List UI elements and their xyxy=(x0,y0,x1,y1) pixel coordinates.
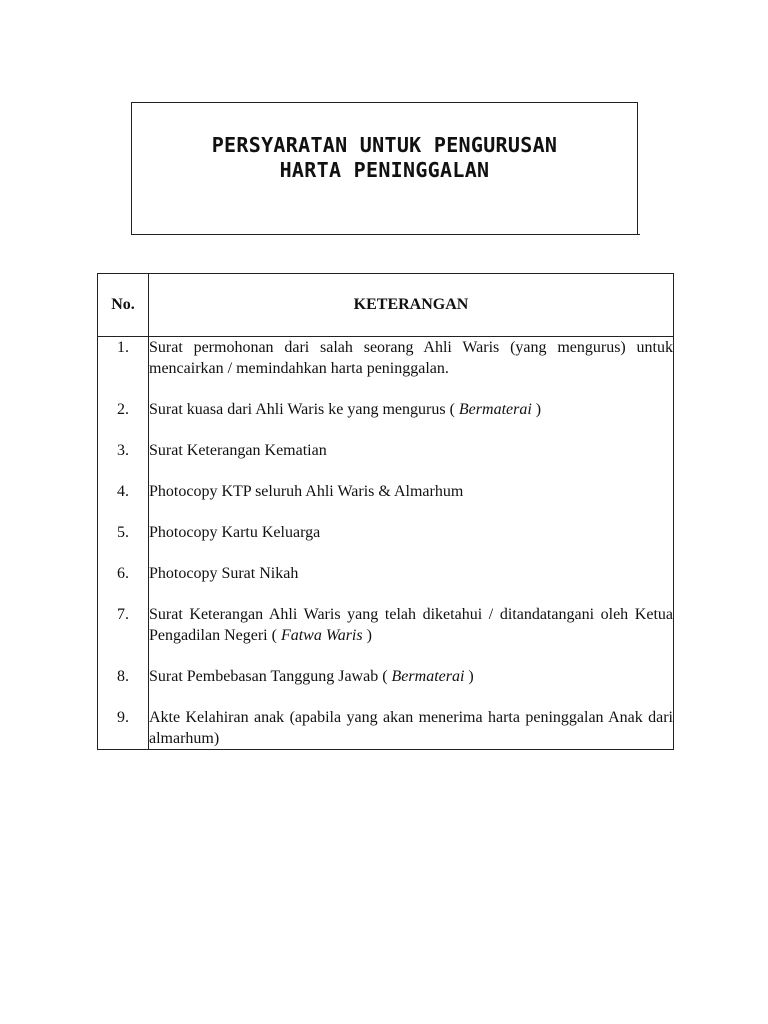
table-body-row xyxy=(98,337,674,750)
row-number: 2. xyxy=(117,401,129,418)
row-number: 4. xyxy=(117,483,129,500)
requirement-text: Surat Keterangan Ahli Waris yang telah diketahui / ditandatangani oleh Ketua Pengadilan Negeri ( Fatwa Waris ) xyxy=(149,606,673,644)
header-no: No. xyxy=(98,274,149,337)
row-number: 7. xyxy=(117,606,129,623)
row-number: 8. xyxy=(117,668,129,685)
row-number: 3. xyxy=(117,442,129,459)
row-number: 9. xyxy=(117,709,129,726)
requirement-text: Surat kuasa dari Ahli Waris ke yang mengurus ( Bermaterai ) xyxy=(149,401,542,418)
row-number: 1. xyxy=(117,339,129,356)
requirement-text: Photocopy KTP seluruh Ahli Waris & Almarhum xyxy=(149,483,464,500)
row-number: 5. xyxy=(117,524,129,541)
requirement-text: Surat Pembebasan Tanggung Jawab ( Bermaterai ) xyxy=(149,668,474,685)
header-keterangan: KETERANGAN xyxy=(149,274,674,337)
title-line-1: PERSYARATAN UNTUK PENGURUSAN xyxy=(211,133,558,157)
requirement-text: Photocopy Kartu Keluarga xyxy=(149,524,321,541)
requirement-text: Akte Kelahiran anak (apabila yang akan menerima harta peninggalan Anak dari almarhum) xyxy=(149,709,673,747)
requirement-text: Photocopy Surat Nikah xyxy=(149,565,299,582)
title-underline xyxy=(131,234,640,235)
number-column xyxy=(98,337,149,750)
row-number: 6. xyxy=(117,565,129,582)
description-column xyxy=(149,337,674,750)
title-line-2: HARTA PENINGGALAN xyxy=(279,158,490,182)
requirement-text: Surat permohonan dari salah seorang Ahli Waris (yang mengurus) untuk mencairkan / memindahkan harta peninggalan. xyxy=(149,339,673,377)
requirements-table xyxy=(97,273,674,750)
table-header-row xyxy=(98,274,674,337)
title-box xyxy=(131,102,638,234)
document-title xyxy=(132,133,637,183)
requirement-text: Surat Keterangan Kematian xyxy=(149,442,327,459)
